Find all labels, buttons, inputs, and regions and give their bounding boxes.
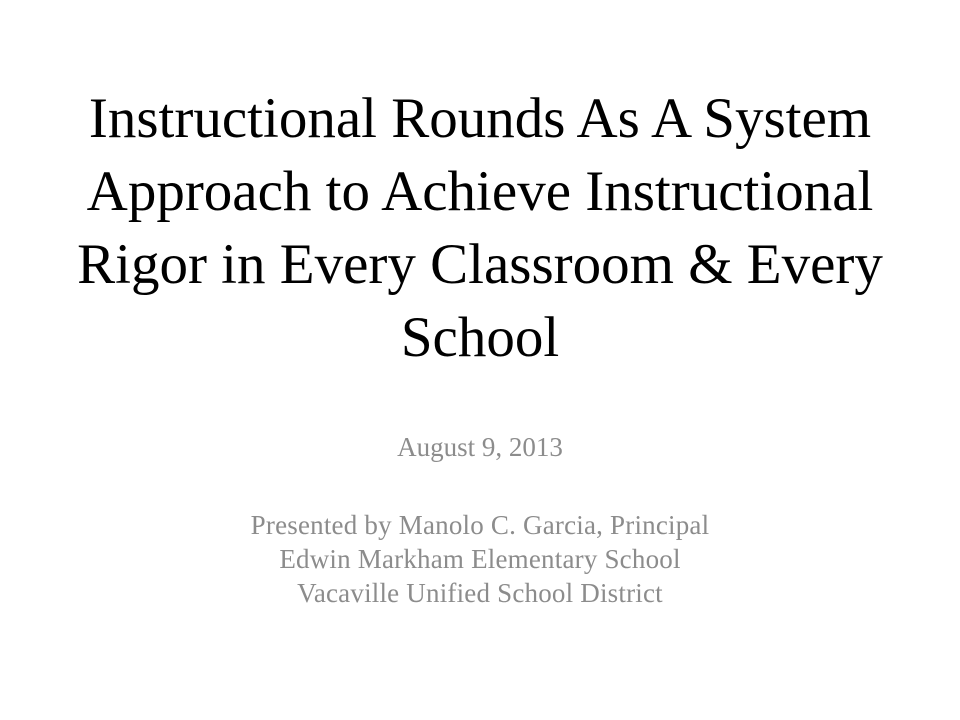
title-line: School	[400, 306, 560, 369]
slide-subtitle	[96, 430, 864, 610]
presentation-date: August 9, 2013	[397, 432, 563, 462]
school-line: Edwin Markham Elementary School	[279, 544, 681, 574]
title-line: Instructional Rounds As A System	[88, 87, 872, 150]
district-line: Vacaville Unified School District	[297, 578, 663, 608]
presenter-line: Presented by Manolo C. Garcia, Principal	[250, 510, 710, 540]
title-line: Rigor in Every Classroom & Every	[77, 233, 883, 296]
title-line: Approach to Achieve Instructional	[86, 160, 874, 223]
slide-title	[48, 82, 912, 374]
